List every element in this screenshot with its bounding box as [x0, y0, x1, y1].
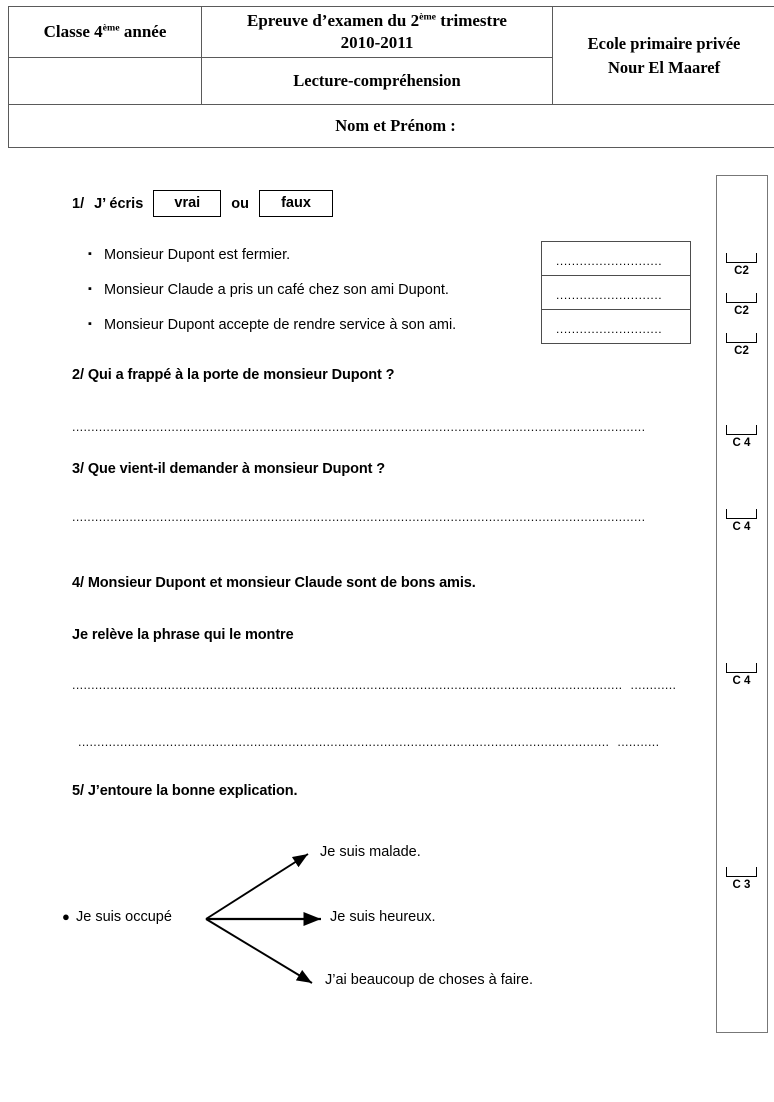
answer-line-main: ................................................................................................................................................: [72, 678, 623, 692]
answer-line-main: ...........................................................................................................................................: [78, 735, 610, 749]
diagram-origin-item: [62, 909, 172, 925]
square-bullet-icon: ▪: [88, 318, 92, 330]
competency-label: C 4: [732, 521, 751, 533]
exam-title-part2: trimestre: [436, 11, 507, 31]
bracket-icon: [726, 509, 757, 519]
statement-text: Monsieur Dupont est fermier.: [104, 247, 291, 263]
exercise-4-answer-line-2[interactable]: [78, 735, 686, 749]
bracket-icon: [726, 663, 757, 673]
answer-line-tail: ............: [630, 678, 677, 692]
bracket-icon: [726, 425, 757, 435]
competency-marker-5: [725, 509, 758, 534]
answer-box-2[interactable]: [542, 276, 690, 310]
statement-item-1: [88, 247, 290, 263]
exercise-3-answer-line[interactable]: ......................................................................................................................................................: [72, 510, 646, 524]
competency-marker-7: [725, 867, 758, 892]
answer-dotted-line: ...........................: [556, 254, 663, 268]
option-conjunction: ou: [231, 195, 249, 212]
statement-text: Monsieur Claude a pris un café chez son ami Dupont.: [104, 282, 449, 298]
diagram-origin-label: Je suis occupé: [76, 909, 172, 925]
answer-box-3[interactable]: [542, 310, 690, 343]
competency-marker-6: [725, 663, 758, 688]
statement-item-2: [88, 282, 449, 298]
exercise-5-arrow-diagram: [40, 830, 680, 1005]
answer-dotted-line: ...........................: [556, 322, 663, 336]
class-year-text: année: [119, 22, 167, 41]
answer-dotted-line: ...........................: [556, 288, 663, 302]
student-name-field[interactable]: Nom et Prénom :: [9, 105, 774, 148]
exercise-1-number: 1/: [72, 195, 85, 212]
competency-label: C 4: [732, 437, 751, 449]
exercise-5-question: 5/ J’entoure la bonne explication.: [72, 783, 298, 799]
exercise-2-question: 2/ Qui a frappé à la porte de monsieur Dupont ?: [72, 367, 395, 383]
competency-marker-1: [725, 253, 758, 278]
statement-item-3: [88, 317, 456, 333]
competency-label: C2: [734, 265, 749, 277]
exercise-2-answer-line[interactable]: ......................................................................................................................................................: [72, 420, 646, 434]
exercise-1-answer-boxes: [541, 241, 691, 344]
exercise-4-subinstruction: Je relève la phrase qui le montre: [72, 627, 294, 643]
exam-school-year: 2010-2011: [340, 33, 414, 52]
answer-line-tail: ...........: [617, 735, 660, 749]
class-ordinal-suffix: ème: [102, 22, 120, 34]
school-name-line1: Ecole primaire privée: [587, 33, 741, 53]
school-name-line2: Nour El Maaref: [607, 57, 721, 77]
bracket-icon: [726, 293, 757, 303]
competency-label: C 3: [732, 879, 751, 891]
exam-ordinal-suffix: ème: [419, 11, 437, 23]
competency-marker-3: [725, 333, 758, 358]
diagram-option-3[interactable]: J’ai beaucoup de choses à faire.: [325, 972, 533, 988]
exercise-1-instruction: J’ écris: [94, 195, 144, 212]
exam-title-part1: Epreuve d’examen du 2: [247, 11, 420, 31]
exercise-3-question: 3/ Que vient-il demander à monsieur Dupont ?: [72, 461, 386, 477]
header-cell-subject: Lecture-compréhension: [202, 58, 553, 105]
competency-label: C2: [734, 345, 749, 357]
bracket-icon: [726, 867, 757, 877]
square-bullet-icon: ▪: [88, 283, 92, 295]
answer-box-1[interactable]: [542, 242, 690, 276]
option-box-faux[interactable]: faux: [259, 190, 333, 217]
statement-text: Monsieur Dupont accepte de rendre service à son ami.: [104, 317, 457, 333]
square-bullet-icon: ▪: [88, 248, 92, 260]
option-box-vrai[interactable]: vrai: [153, 190, 221, 217]
bracket-icon: [726, 333, 757, 343]
competency-marker-4: [725, 425, 758, 450]
round-bullet-icon: ●: [62, 909, 70, 924]
competency-column: [716, 175, 768, 1033]
exercise-1-instruction-row: [72, 190, 333, 217]
exercise-4-question: 4/ Monsieur Dupont et monsieur Claude sont de bons amis.: [72, 575, 476, 591]
bracket-icon: [726, 253, 757, 263]
competency-label: C 4: [732, 675, 751, 687]
competency-marker-2: [725, 293, 758, 318]
arrow-to-option-3: [206, 919, 312, 983]
arrow-to-option-1: [206, 854, 308, 919]
competency-label: C2: [734, 305, 749, 317]
diagram-option-2[interactable]: Je suis heureux.: [330, 909, 436, 925]
diagram-option-1[interactable]: Je suis malade.: [320, 844, 421, 860]
class-level-text: Classe 4: [43, 22, 103, 41]
exercise-4-answer-line-1[interactable]: [72, 678, 684, 692]
